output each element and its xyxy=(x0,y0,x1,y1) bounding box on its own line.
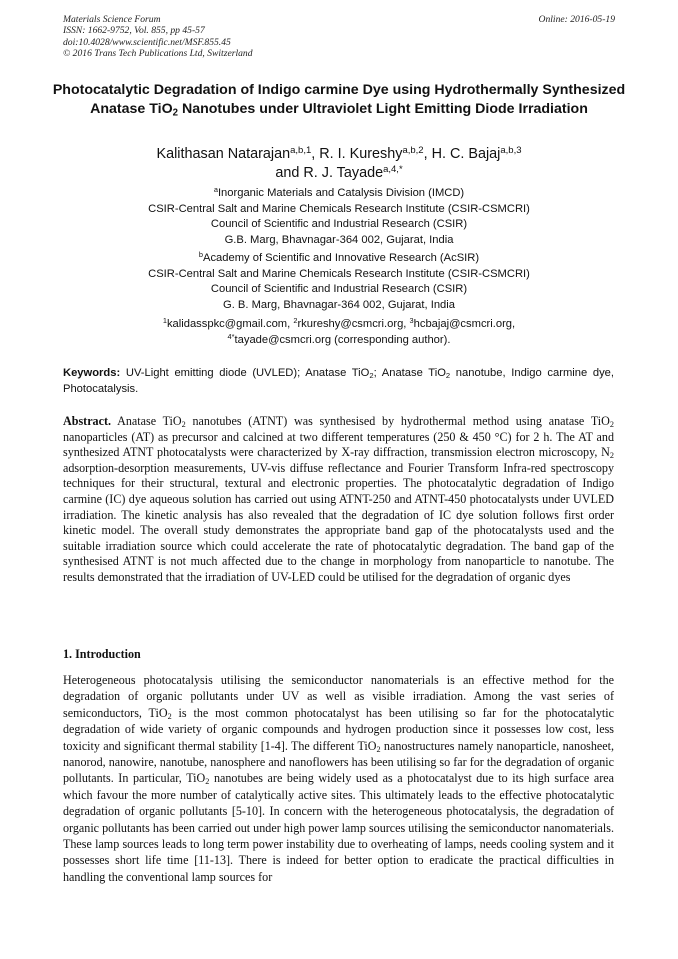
email-mark: 3 xyxy=(409,315,414,325)
title-text: Nanotubes under Ultraviolet Light Emitting Diode Irradiation xyxy=(178,100,588,117)
body-text: nanostructures namely nanoparticle, nanosheet, nanorod, nanowire, nanotube, nanosphere and nanoflowers has been utilising so far for the degradation of organic pollutants. In particular, TiO xyxy=(63,738,614,786)
affiliation-mark: b xyxy=(198,249,203,259)
paper-title xyxy=(40,81,638,118)
keywords-paragraph xyxy=(63,366,614,397)
doi-line: doi:10.4028/www.scientific.net/MSF.855.45 xyxy=(63,36,231,48)
affiliation-mark: a xyxy=(213,184,218,194)
author-list xyxy=(40,145,638,182)
email-address: kalidasspkc@gmail.com, xyxy=(166,318,294,330)
affiliation-text: Academy of Scientific and Innovative Research (AcSIR) xyxy=(203,252,480,264)
author-separator: and xyxy=(275,164,304,181)
subscript: 2 xyxy=(205,777,210,787)
title-subscript: 2 xyxy=(172,106,178,118)
email-line xyxy=(40,317,638,333)
issn-line: ISSN: 1662-9752, Vol. 855, pp 45-57 xyxy=(63,25,205,37)
affiliation-line: G.B. Marg, Bhavnagar-364 002, Gujarat, India xyxy=(224,233,454,246)
journal-header xyxy=(63,14,253,59)
email-address: rkureshy@csmcri.org, xyxy=(297,318,410,330)
introduction-paragraph xyxy=(63,672,614,885)
author-name: Kalithasan Natarajan xyxy=(156,146,291,162)
author-affiliation-mark: a,b,3 xyxy=(500,144,522,156)
body-text: Heterogeneous photocatalysis utilising the semiconductor nanomaterials is an effective method for the degradation of organic pollutants under UV as well as visible irradiation. Among the vast series of semiconductors, TiO xyxy=(63,673,614,720)
author-name: R. J. Tayade xyxy=(303,164,384,181)
affiliation-a xyxy=(40,186,638,248)
author-affiliation-mark: a,b,2 xyxy=(402,144,424,156)
author-separator: , xyxy=(423,146,432,162)
abstract-paragraph xyxy=(63,414,614,586)
author-name: H. C. Bajaj xyxy=(431,146,501,162)
affiliation-line: Council of Scientific and Industrial Research (CSIR) xyxy=(210,218,468,230)
abstract-text: adsorption-desorption measurements, UV-vis diffuse reflectance and Fourier Transform Infra-red spectroscopy techniques for their structural, textural and electronic properties. The photocatalytic degradation of Indigo carmine (IC) dye aqueous solution has carried out using ATNT-250 and ATNT-450 photocatalysts under UVLED irradiation. The kinetic analysis has also revealed that the degradation of IC dye solution follows first order kinetic model. The overall study demonstrates the appropriate band gap of the photocatalysts used and the suitable irradiation source which could accelerate the rate of photocatalytic degradation. The band gap of the synthesised ATNT is not much affected due to the change in morphology from nanoparticle to nanotube. The results demonstrated that the irradiation of UV-LED could be utilised for the degradation of organic dyes xyxy=(63,460,614,584)
abstract-text: nanoparticles (AT) as precursor and calcined at two different temperatures (250 & 450 °C) for 2 h. The AT and synthesized ATNT photocatalysts were characterized by X-ray diffraction, transmission electron microscopy, N xyxy=(63,429,614,460)
email-mark: 4* xyxy=(227,331,235,341)
email-address: tayade@csmcri.org (corresponding author). xyxy=(234,333,451,346)
affiliation-b xyxy=(40,251,638,313)
affiliation-line: G. B. Marg, Bhavnagar-364 002, Gujarat, India xyxy=(223,298,455,311)
affiliation-line: CSIR-Central Salt and Marine Chemicals Research Institute (CSIR-CSMCRI) xyxy=(148,267,530,280)
online-date: Online: 2016-05-19 xyxy=(538,14,615,25)
affiliation-line: Council of Scientific and Industrial Research (CSIR) xyxy=(210,283,468,295)
body-text: nanotubes are being widely used as a photocatalyst due to its high surface area which favour the more number of catalytically active sites. This ultimately leads to the effective photocatalytic degradation of organic pollutants [5-10]. In concern with the heterogeneous photocatalysis, the degradation of organic pollutants has been carried out under high power lamp sources utilising the semiconductor nanomaterials. These lamp sources leads to long term power instability due to overheating of lamps, needs cooling system and it possesses short life time [11-13]. There is indeed for better option to eradicate the practical difficulties in handling the conventional lamp sources for xyxy=(63,771,614,884)
affiliation-line: CSIR-Central Salt and Marine Chemicals Research Institute (CSIR-CSMCRI) xyxy=(148,202,530,215)
subscript: 2 xyxy=(445,370,451,380)
affiliation-line xyxy=(40,186,638,202)
journal-name: Materials Science Forum xyxy=(63,14,161,25)
subscript: 2 xyxy=(609,420,614,430)
section-heading: 1. Introduction xyxy=(63,647,141,661)
keywords-text: nanotube, Indigo carmine dye, Photocatalysis. xyxy=(63,367,615,395)
email-line xyxy=(40,333,638,349)
copyright-line: © 2016 Trans Tech Publications Ltd, Switzerland xyxy=(63,47,253,59)
keywords-text: ; Anatase TiO xyxy=(373,367,446,379)
subscript: 2 xyxy=(609,451,614,461)
email-mark: 2 xyxy=(293,315,298,325)
email-list xyxy=(40,317,638,348)
abstract-text: Anatase TiO xyxy=(111,414,182,428)
author-separator: , xyxy=(311,146,320,162)
title-text: Photocatalytic Degradation of Indigo carmine Dye using Hydrothermally Synthesized Anatase TiO xyxy=(52,82,626,117)
affiliation-text: Inorganic Materials and Catalysis Division (IMCD) xyxy=(217,187,465,199)
subscript: 2 xyxy=(167,711,172,721)
subscript: 2 xyxy=(376,744,381,754)
email-mark: 1 xyxy=(162,315,167,325)
body-text: is the most common photocatalyst has been utilising so far for the photocatalytic degradation of wide variety of organic compounds and hydrogen production since it possesses low cost, less toxicity and significant thermal stability [1-4]. The different TiO xyxy=(63,705,614,753)
author-affiliation-mark: a,4,* xyxy=(383,163,403,175)
subscript: 2 xyxy=(181,420,186,430)
keywords-label: Keywords: xyxy=(63,367,121,379)
abstract-text: nanotubes (ATNT) was synthesised by hydrothermal method using anatase TiO xyxy=(185,414,610,428)
email-address: hcbajaj@csmcri.org, xyxy=(413,318,516,330)
author-affiliation-mark: a,b,1 xyxy=(290,144,312,156)
affiliation-line xyxy=(40,251,638,267)
author-name: R. I. Kureshy xyxy=(319,146,403,162)
subscript: 2 xyxy=(369,370,374,380)
abstract-label: Abstract. xyxy=(63,414,112,428)
keywords-text: UV-Light emitting diode (UVLED); Anatase TiO xyxy=(120,367,370,379)
